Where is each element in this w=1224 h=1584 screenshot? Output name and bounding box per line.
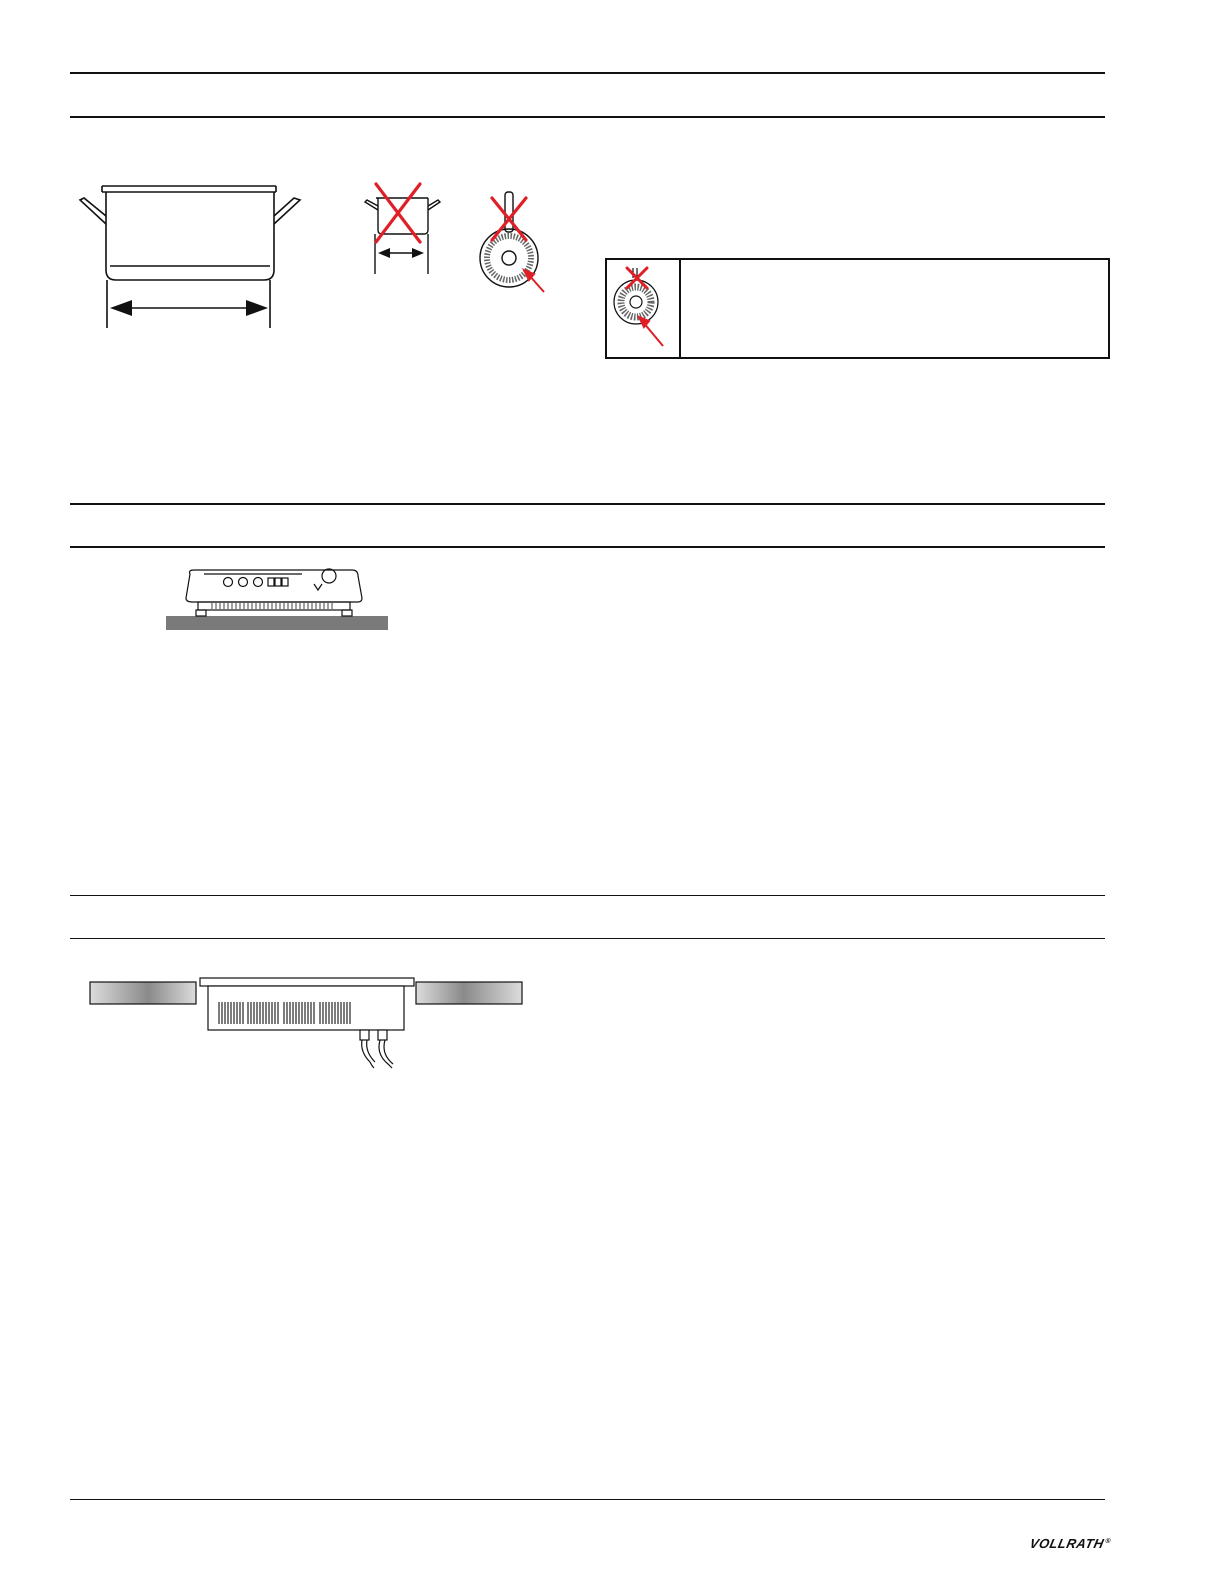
pan-bottom-red-x-icon — [607, 260, 679, 357]
section-2-top-rule — [70, 503, 1105, 505]
section-1-bottom-rule — [70, 116, 1105, 118]
section-2-bottom-rule — [70, 546, 1105, 548]
small-pot-red-x-figure — [362, 178, 442, 276]
vollrath-logo — [1028, 1536, 1112, 1551]
callout-icon-cell — [607, 260, 681, 357]
footer-rule — [70, 1499, 1105, 1500]
stockpot-correct-figure — [76, 180, 306, 330]
callout-box — [605, 258, 1110, 359]
section-3-top-rule — [70, 895, 1105, 896]
drop-in-unit-figure — [88, 976, 528, 1072]
section-1-top-rule — [70, 72, 1105, 74]
induction-unit-on-counter-figure — [162, 562, 392, 634]
brand-name: VOLLRATH — [1028, 1536, 1106, 1551]
section-3-bottom-rule — [70, 938, 1105, 939]
fry-pan-red-x-figure — [474, 188, 554, 296]
registered-mark: ® — [1104, 1537, 1112, 1545]
